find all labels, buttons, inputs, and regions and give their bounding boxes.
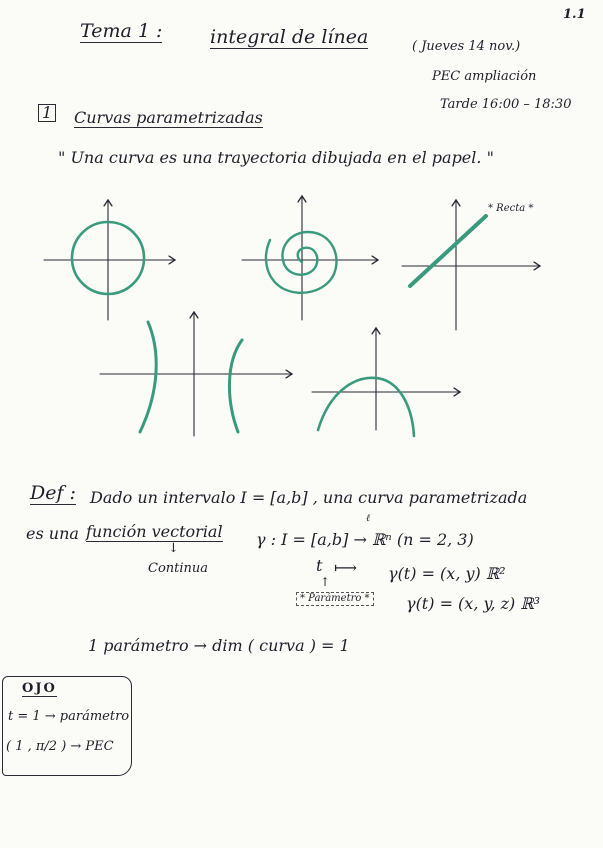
section-number: 1: [38, 104, 56, 122]
parametro-label: * Parámetro *: [296, 592, 374, 606]
spiral-curve: [266, 232, 336, 293]
hyperbola-left-branch: [140, 322, 156, 432]
parabola-curve: [318, 378, 414, 436]
exam-time: Tarde 16:00 – 18:30: [440, 97, 572, 112]
ojo-line-2: ( 1 , π/2 ) → PEC: [6, 739, 114, 754]
gamma-2d: γ(t) = (x, y) ℝ²: [388, 564, 506, 583]
parameter-t: t: [316, 556, 323, 575]
mapping-expression: γ : I = [a,b] → ℝⁿ (n = 2, 3): [256, 530, 474, 549]
gamma-3d: γ(t) = (x, y, z) ℝ³: [406, 594, 541, 613]
curve-definition-quote: " Una curva es una trayectoria dibujada en el papel. ": [58, 148, 494, 167]
continua-label: Continua: [148, 561, 209, 576]
exam-date: ( Jueves 14 nov.): [412, 39, 521, 54]
funcion-vectorial: función vectorial: [86, 522, 223, 541]
ojo-line-1: t = 1 → parámetro: [8, 709, 130, 724]
straight-line-curve: [410, 216, 486, 286]
def-label: Def :: [30, 482, 76, 504]
down-arrow-icon: ↓: [168, 541, 179, 556]
pec-label: PEC ampliación: [432, 69, 537, 84]
up-arrow-icon: ↑: [320, 575, 331, 589]
tema-label: Tema 1 :: [80, 20, 163, 42]
definition-line-1: Dado un intervalo I = [a,b] , una curva parametrizada: [90, 488, 528, 507]
maps-to-arrow: ⟼: [334, 558, 357, 577]
recta-label: * Recta *: [488, 203, 534, 214]
hyperbola-right-branch: [229, 340, 242, 432]
ojo-title: OJO: [22, 681, 57, 696]
topic-title: integral de línea: [210, 26, 369, 48]
dimension-statement: 1 parámetro → dim ( curva ) = 1: [88, 636, 350, 655]
section-title: Curvas parametrizadas: [74, 108, 263, 127]
arrow-label: ℓ: [366, 513, 371, 524]
definition-line-2-prefix: es una: [26, 524, 79, 543]
page-number: 1.1: [563, 7, 586, 22]
